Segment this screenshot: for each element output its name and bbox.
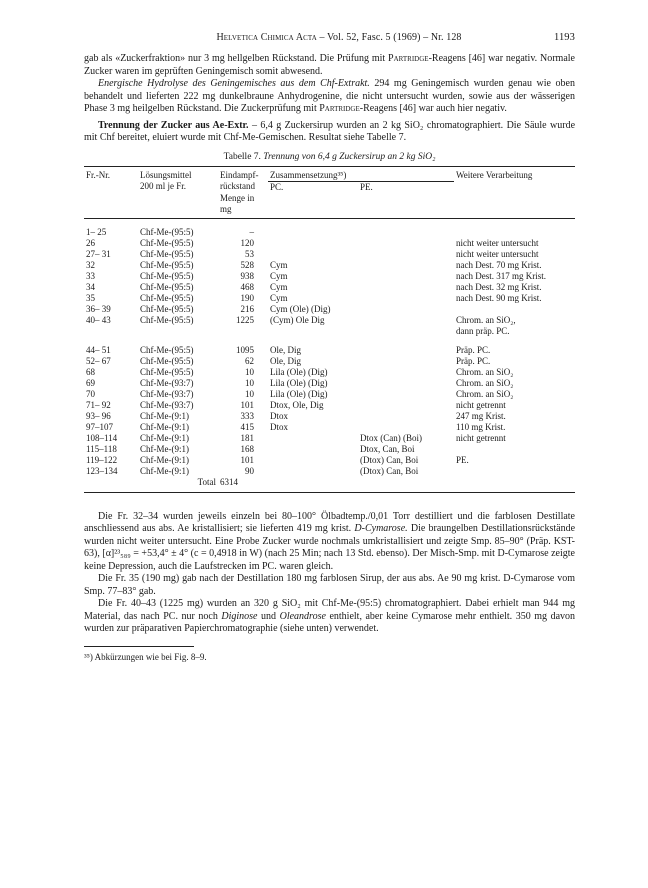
- composition-pc: (Cym) Ole Dig: [270, 314, 325, 325]
- col-header-residue: Eindampf-: [220, 169, 259, 180]
- solvent: Chf-Me-(93:7): [140, 377, 194, 388]
- fraction-number: 40– 43: [86, 314, 111, 325]
- residue-mg: 168: [240, 443, 254, 454]
- solvent: Chf-Me-(9:1): [140, 410, 189, 421]
- composition-pc: [268, 466, 358, 477]
- fraction-number: 119–122: [86, 454, 118, 465]
- col-header-further: Weitere Verarbeitung: [456, 169, 533, 180]
- page-number: 1193: [553, 32, 575, 43]
- intro-paragraph-3: Trennung der Zucker aus Ae-Extr. – 6,4 g Zuckersirup wurden an 2 kg SiO₂ chromatographiert. Die Säule wurde mit Chf bereitet, eluiert wurde mit Chf-Me-Gemischen. Resultat siehe Tabelle 7.: [84, 119, 576, 143]
- table-header-row-1: [84, 166, 575, 181]
- fraction-number: 35: [86, 292, 95, 303]
- table-row-continuation: [84, 326, 575, 337]
- fraction-number: 52– 67: [86, 355, 111, 366]
- composition-pe: [358, 271, 454, 282]
- table-total-row: [84, 477, 575, 493]
- table-row: [84, 227, 575, 238]
- total-label: Total: [138, 477, 218, 493]
- fraction-number: 1– 25: [86, 226, 107, 237]
- table-row: [84, 422, 575, 433]
- col-header-pc: PC.: [270, 181, 284, 192]
- solvent: Chf-Me-(93:7): [140, 399, 194, 410]
- residue-mg: 468: [240, 281, 254, 292]
- fraction-number: 97–107: [86, 421, 113, 432]
- solvent: Chf-Me-(95:5): [140, 314, 194, 325]
- composition-pc: [268, 249, 358, 260]
- composition-pe: Dtox, Can, Boi: [360, 443, 415, 454]
- footnote-rule: [84, 646, 194, 647]
- residue-mg: 62: [245, 355, 254, 366]
- solvent: Chf-Me-(9:1): [140, 432, 189, 443]
- further-processing: nicht getrennt: [456, 432, 506, 443]
- residue-mg: 90: [245, 465, 254, 476]
- total-value: 6314: [218, 477, 268, 493]
- fraction-number: 69: [86, 377, 95, 388]
- composition-pc: Cym: [270, 292, 288, 303]
- body-paragraph-3: Die Fr. 40–43 (1225 mg) wurden an 320 g SiO₂ mit Chf-Me-(95:5) chromatographiert. Dabei erhielt man 944 mg Material, das nach PC. nur noch Diginose und Oleandrose enthielt, aber keine Cymarose mehr enthielt. 350 mg davon wurden zur präparativen Papierchromatographie (siehe unten) verwendet.: [84, 598, 576, 634]
- solvent: Chf-Me-(95:5): [140, 366, 194, 377]
- table-row: [84, 466, 575, 477]
- further-processing: nicht weiter untersucht: [456, 248, 539, 259]
- body-section: [84, 511, 575, 636]
- residue-mg: 1095: [236, 344, 254, 355]
- composition-pe: [358, 304, 454, 315]
- composition-pc: [268, 227, 358, 238]
- table-row: [84, 282, 575, 293]
- composition-pe: [358, 411, 454, 422]
- further-processing: Chrom. an SiO₂: [456, 366, 514, 377]
- composition-pe: [358, 315, 454, 326]
- residue-mg: 415: [240, 421, 254, 432]
- further-processing: [454, 444, 575, 455]
- further-processing: nach Dest. 317 mg Krist.: [456, 270, 546, 281]
- further-processing: dann präp. PC.: [456, 325, 510, 336]
- col-header-residue-unit: mg: [218, 204, 268, 219]
- table-row: [84, 433, 575, 444]
- further-processing: PE.: [456, 454, 469, 465]
- solvent: Chf-Me-(95:5): [140, 281, 194, 292]
- solvent: Chf-Me-(95:5): [140, 303, 194, 314]
- intro-paragraph-1: gab als «Zuckerfraktion» nur 3 mg hellgelben Rückstand. Die Prüfung mit Partridge-Reagens [46] war negativ. Normale Zucker waren im geprüften Geningemisch somit abwesend.: [84, 53, 575, 77]
- composition-pe: [358, 282, 454, 293]
- further-processing: Chrom. an SiO₂: [456, 377, 514, 388]
- further-processing: nach Dest. 32 mg Krist.: [456, 281, 542, 292]
- composition-pc: Lila (Ole) (Dig): [270, 377, 328, 388]
- residue-mg: 190: [240, 292, 254, 303]
- running-header-journal: Helvetica Chimica Acta – Vol. 52, Fasc. 5 (1969) – Nr. 128: [216, 32, 462, 43]
- col-header-pe: PE.: [360, 181, 373, 192]
- composition-pe: [358, 378, 454, 389]
- further-processing: [454, 466, 575, 477]
- col-header-solvent-sub: 200 ml je Fr.: [140, 181, 187, 191]
- col-header-residue-sub2: Menge in: [220, 192, 255, 203]
- residue-mg: 528: [240, 259, 254, 270]
- col-header-residue-sub: rückstand: [220, 181, 255, 191]
- further-processing: nach Dest. 70 mg Krist.: [456, 259, 542, 270]
- table-row: [84, 315, 575, 326]
- solvent: Chf-Me-(95:5): [140, 259, 194, 270]
- solvent: Chf-Me-(95:5): [140, 292, 194, 303]
- table-row: [84, 367, 575, 378]
- fraction-number: 93– 96: [86, 410, 111, 421]
- solvent: Chf-Me-(95:5): [140, 270, 194, 281]
- composition-pe: [358, 400, 454, 411]
- composition-pc: Cym: [270, 281, 288, 292]
- table-row: [84, 389, 575, 400]
- footnote: ³⁵) Abkürzungen wie bei Fig. 8–9.: [84, 651, 207, 662]
- solvent: Chf-Me-(95:5): [140, 248, 194, 259]
- solvent: Chf-Me-(95:5): [140, 237, 194, 248]
- solvent: Chf-Me-(9:1): [140, 421, 189, 432]
- solvent: Chf-Me-(9:1): [140, 454, 189, 465]
- solvent: Chf-Me-(93:7): [140, 388, 194, 399]
- fraction-number: 68: [86, 366, 95, 377]
- table-row: [84, 238, 575, 249]
- fraction-number: 44– 51: [86, 344, 111, 355]
- table-caption: Tabelle 7. Trennung von 6,4 g Zuckersirup an 2 kg SiO₂: [223, 151, 436, 162]
- solvent: Chf-Me-(95:5): [140, 226, 194, 237]
- composition-pc: [268, 455, 358, 466]
- residue-mg: 53: [245, 248, 254, 259]
- intro-paragraph-2: Energische Hydrolyse des Geningemisches aus dem Chf-Extrakt. 294 mg Geningemisch wurden genau wie oben behandelt und lieferten 222 mg dunkelbraune Anhydrogenine, die nicht untersucht wurden, sowie aus der wässerigen Phase 3 mg heilgelben Rückstand. Die Zuckerprüfung mit Partridge-Reagens [46] war auch hier negativ.: [84, 78, 575, 114]
- body-paragraph-2: Die Fr. 35 (190 mg) gab nach der Destillation 180 mg farblosen Sirup, der aus abs. Ae 90 mg krist. D-Cymarose vom Smp. 77–83° gab.: [84, 573, 575, 597]
- residue-mg: 938: [240, 270, 254, 281]
- composition-pc: [268, 444, 358, 455]
- table-row: [84, 260, 575, 271]
- composition-pe: [358, 367, 454, 378]
- composition-pe: Dtox (Can) (Boi): [360, 432, 422, 443]
- table-row: [84, 249, 575, 260]
- composition-pc: Dtox: [270, 410, 288, 421]
- residue-mg: –: [249, 226, 254, 237]
- fraction-number: 34: [86, 281, 95, 292]
- table-row: [84, 356, 575, 367]
- body-paragraph-1: Die Fr. 32–34 wurden jeweils einzeln bei 80–100° Ölbadtemp./0,01 Torr destilliert und die farblosen Destillate anschliessend aus abs. Ae kristallisiert; sie lieferten 419 mg krist. D-Cymarose. Die braungelben Destillationsrückstände wurden nicht weiter untersucht. Eine Probe Zucker wurde nochmals umkristallisiert und zeigte Smp. 85–90° (Präp. KST-63), [α]²³₅₈₉ = +53,4° ± 4° (c = 0,4918 in W) (nach 25 Min; nach 13 Std. ebenso). Der Misch-Smp. mit D-Cymarose zeigte keine Depression, auch die Laufstrecken im PC. waren gleich.: [84, 510, 576, 572]
- residue-mg: 120: [240, 237, 254, 248]
- composition-pc: Ole, Dig: [270, 355, 301, 366]
- further-processing: nicht getrennt: [456, 399, 506, 410]
- residue-mg: 10: [245, 388, 254, 399]
- composition-pc: Dtox: [270, 421, 288, 432]
- further-processing: nach Dest. 90 mg Krist.: [456, 292, 542, 303]
- solvent: Chf-Me-(9:1): [140, 465, 189, 476]
- residue-mg: 10: [245, 377, 254, 388]
- table-header-row-4: [84, 204, 575, 219]
- residue-mg: 101: [240, 399, 254, 410]
- fraction-number: 70: [86, 388, 95, 399]
- further-processing: nicht weiter untersucht: [456, 237, 539, 248]
- col-header-solvent: Lösungsmittel: [140, 169, 192, 180]
- further-processing: 110 mg Krist.: [456, 421, 506, 432]
- composition-pe: [358, 227, 454, 238]
- composition-pc: Ole, Dig: [270, 344, 301, 355]
- composition-pe: [358, 238, 454, 249]
- table-row: [84, 411, 575, 422]
- composition-pc: Dtox, Ole, Dig: [270, 399, 324, 410]
- fraction-number: 123–134: [86, 465, 118, 476]
- further-processing: Chrom. an SiO₂: [456, 388, 514, 399]
- table-row: [84, 293, 575, 304]
- table-row: [84, 304, 575, 315]
- further-processing: [454, 304, 575, 315]
- col-header-composition: Zusammensetzung³⁵): [268, 166, 454, 181]
- composition-pc: [268, 238, 358, 249]
- running-header: [84, 32, 575, 43]
- page: [84, 32, 575, 663]
- further-processing: Präp. PC.: [456, 355, 491, 366]
- composition-pe: [358, 293, 454, 304]
- composition-pc: [268, 433, 358, 444]
- fraction-number: 33: [86, 270, 95, 281]
- residue-mg: 216: [240, 303, 254, 314]
- residue-mg: 181: [240, 432, 254, 443]
- residue-mg: 101: [240, 454, 254, 465]
- fraction-number: 71– 92: [86, 399, 111, 410]
- table-row: [84, 345, 575, 356]
- table-header-row-3: [84, 193, 575, 204]
- solvent: Chf-Me-(95:5): [140, 355, 194, 366]
- fraction-number: 108–114: [86, 432, 118, 443]
- residue-mg: 10: [245, 366, 254, 377]
- composition-pc: Cym: [270, 270, 288, 281]
- composition-pc: Cym (Ole) (Dig): [270, 303, 331, 314]
- further-processing: Präp. PC.: [456, 344, 491, 355]
- col-header-fr: Fr.-Nr.: [86, 169, 111, 180]
- composition-pe: (Dtox) Can, Boi: [360, 454, 419, 465]
- further-processing: [454, 227, 575, 238]
- further-processing: Chrom. an SiO₂,: [456, 314, 516, 325]
- solvent: Chf-Me-(95:5): [140, 344, 194, 355]
- fraction-number: 26: [86, 237, 95, 248]
- composition-pe: [358, 422, 454, 433]
- residue-mg: 1225: [236, 314, 254, 325]
- solvent: Chf-Me-(9:1): [140, 443, 189, 454]
- table-body: [84, 227, 575, 477]
- fraction-number: 115–118: [86, 443, 117, 454]
- fraction-number: 36– 39: [86, 303, 111, 314]
- further-processing: 247 mg Krist.: [456, 410, 506, 421]
- table-row: [84, 271, 575, 282]
- composition-pe: [358, 249, 454, 260]
- composition-pe: [358, 345, 454, 356]
- table-row: [84, 378, 575, 389]
- table-row: [84, 455, 575, 466]
- table-header-row-2: [84, 181, 575, 193]
- composition-pe: [358, 389, 454, 400]
- fraction-number: 27– 31: [86, 248, 111, 259]
- composition-pe: [358, 356, 454, 367]
- residue-mg: 333: [240, 410, 254, 421]
- composition-pc: Lila (Ole) (Dig): [270, 366, 328, 377]
- composition-pe: [358, 260, 454, 271]
- table-7: [84, 166, 575, 493]
- fraction-number: 32: [86, 259, 95, 270]
- table-row: [84, 444, 575, 455]
- composition-pc: Cym: [270, 259, 288, 270]
- composition-pc: Lila (Ole) (Dig): [270, 388, 328, 399]
- composition-pe: (Dtox) Can, Boi: [360, 465, 419, 476]
- table-row: [84, 400, 575, 411]
